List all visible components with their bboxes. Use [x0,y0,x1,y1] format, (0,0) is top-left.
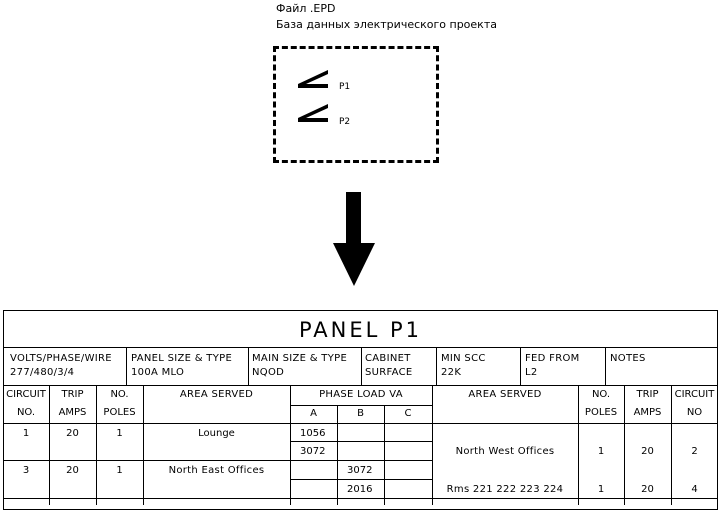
header-phase-load: PHASE LOAD VA [319,389,403,400]
header-phase-c: C [404,408,412,419]
info-value-main-size: NQOD [252,367,285,378]
header-circuit-1: CIRCUIT [6,389,46,400]
row2-load-b-2: 2016 [347,484,373,495]
header-poles-right-2: POLES [584,407,618,418]
header-trip-2: AMPS [58,407,87,418]
header-phase-b: B [357,408,364,419]
down-arrow-head-icon [333,243,375,286]
info-label-cabinet: CABINET [365,353,411,364]
row1-load-a: 1056 [300,428,326,439]
file-caption: Файл .EPD [276,2,336,15]
panel-label-p2: P2 [339,117,351,127]
row1-poles: 1 [116,428,123,439]
header-poles-2: POLES [103,407,136,418]
row1-circuit: 1 [22,428,30,439]
info-label-panel-size: PANEL SIZE & TYPE [131,353,233,364]
row1-area: Lounge [198,428,235,439]
database-caption: База данных электрического проекта [276,18,497,31]
panel-label-p1: P1 [339,82,351,92]
down-arrow-icon [346,192,361,244]
header-area-served: AREA SERVED [179,389,254,400]
info-label-min-scc: MIN SCC [441,353,486,364]
panel-p1-icon [298,70,328,88]
panel-symbols [296,66,336,130]
header-phase-a: A [310,408,317,419]
info-label-main-size: MAIN SIZE & TYPE [252,353,348,364]
row1-circuit-right: 2 [691,446,698,457]
info-label-notes: NOTES [610,353,646,364]
row2-load-b: 3072 [347,465,373,476]
row1-poles-right: 1 [597,446,605,457]
info-label-volts: VOLTS/PHASE/WIRE [10,353,112,364]
header-circuit-right-2: NO [686,407,703,418]
info-value-panel-size: 100A MLO [131,367,185,378]
schedule-title: PANEL P1 [298,318,423,342]
row2-area-right: Rms 221 222 223 224 [446,484,564,495]
row2-trip: 20 [66,465,79,476]
row1-trip-right: 20 [641,446,654,457]
row1-area-right: North West Offices [455,446,555,457]
info-value-cabinet: SURFACE [365,367,413,378]
row2-circuit: 3 [22,465,30,476]
row1-load-a-2: 3072 [300,446,326,457]
row2-trip-right: 20 [641,484,654,495]
row2-area: North East Offices [168,465,265,476]
header-poles-right-1: NO. [591,389,611,400]
header-trip-1: TRIP [61,389,84,400]
header-trip-right-2: AMPS [633,407,662,418]
info-label-fed-from: FED FROM [525,353,580,364]
row2-poles-right: 1 [597,484,605,495]
info-value-volts: 277/480/3/4 [10,367,75,378]
header-area-served-right: AREA SERVED [468,389,542,400]
panel-p2-icon [298,104,328,122]
row2-circuit-right: 4 [691,484,698,495]
header-poles-1: NO. [110,389,129,400]
row1-trip: 20 [66,428,79,439]
info-value-fed-from: L2 [525,367,538,378]
header-trip-right-1: TRIP [636,389,659,400]
row2-poles: 1 [116,465,123,476]
header-circuit-2: NO. [16,407,36,418]
info-value-min-scc: 22K [441,367,462,378]
header-circuit-right-1: CIRCUIT [674,389,715,400]
